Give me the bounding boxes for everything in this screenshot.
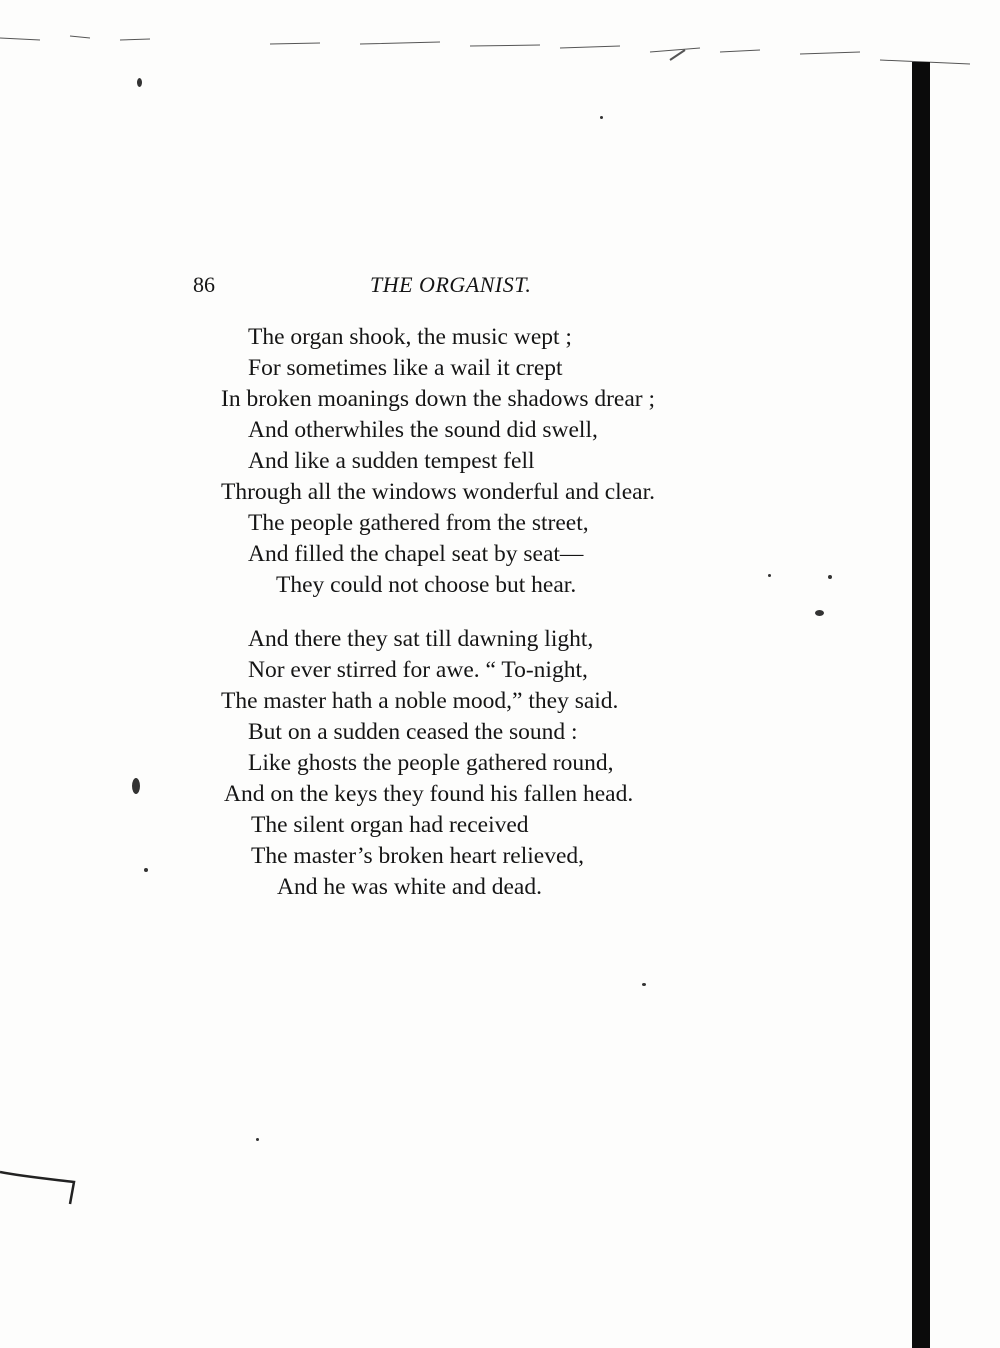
poem-line: And filled the chapel seat by seat— bbox=[248, 541, 584, 567]
poem-line: The organ shook, the music wept ; bbox=[248, 324, 572, 350]
poem-line: But on a sudden ceased the sound : bbox=[248, 719, 578, 745]
ink-speck bbox=[828, 575, 832, 579]
top-edge-smudge bbox=[0, 0, 1000, 80]
page-number: 86 bbox=[193, 272, 215, 297]
poem-line: And he was white and dead. bbox=[277, 874, 542, 900]
poem-line: For sometimes like a wail it crept bbox=[248, 355, 563, 381]
ink-speck bbox=[144, 868, 148, 872]
running-title: THE ORGANIST. bbox=[370, 272, 532, 297]
binding-edge bbox=[912, 62, 930, 1348]
poem-line: They could not choose but hear. bbox=[276, 572, 577, 598]
poem-line: And otherwhiles the sound did swell, bbox=[248, 417, 598, 443]
poem-line: Like ghosts the people gathered round, bbox=[248, 750, 614, 776]
ink-speck bbox=[256, 1138, 259, 1141]
ink-speck bbox=[132, 778, 140, 794]
poem-line: The people gathered from the street, bbox=[248, 510, 589, 536]
poem-line: And there they sat till dawning light, bbox=[248, 626, 594, 652]
poem-line: Nor ever stirred for awe. “ To-night, bbox=[248, 657, 588, 683]
poem-line: The silent organ had received bbox=[251, 812, 529, 838]
margin-pencil-mark bbox=[0, 1170, 80, 1210]
ink-speck bbox=[600, 116, 603, 119]
ink-speck bbox=[768, 574, 771, 577]
ink-speck bbox=[137, 78, 142, 87]
poem-line: And like a sudden tempest fell bbox=[248, 448, 535, 474]
poem-line: Through all the windows wonderful and clear. bbox=[221, 479, 655, 505]
poem-line: The master’s broken heart relieved, bbox=[251, 843, 584, 869]
poem-line: And on the keys they found his fallen head. bbox=[224, 781, 634, 807]
poem-line: The master hath a noble mood,” they said. bbox=[221, 688, 619, 714]
ink-speck bbox=[642, 983, 646, 986]
running-head bbox=[193, 272, 753, 302]
poem-line: In broken moanings down the shadows drear ; bbox=[221, 386, 656, 412]
ink-speck bbox=[815, 610, 824, 616]
